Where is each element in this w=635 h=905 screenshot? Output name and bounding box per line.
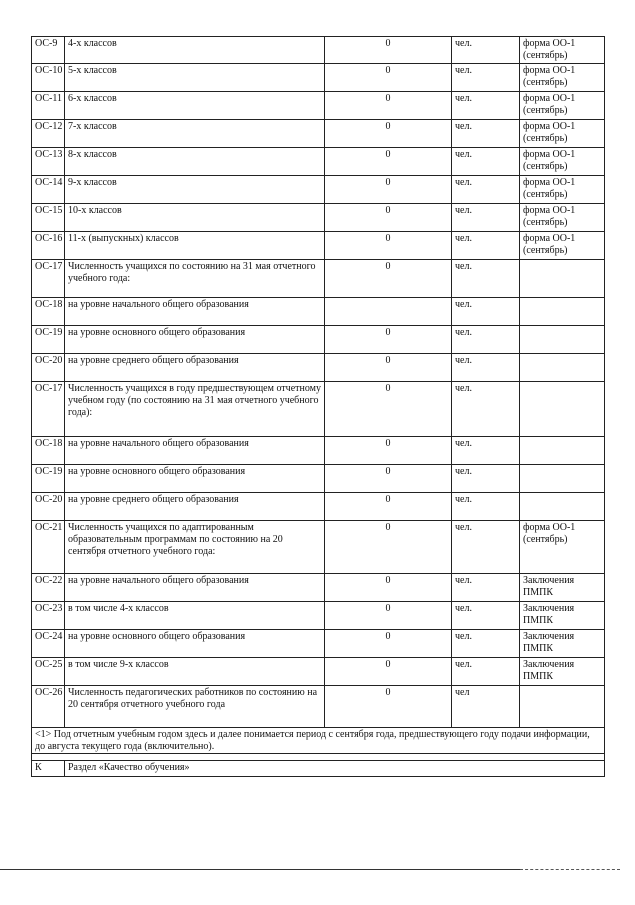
indicator-unit: чел. [452, 574, 520, 602]
indicator-value: 0 [325, 260, 452, 298]
indicator-value: 0 [325, 630, 452, 658]
table-row [32, 658, 605, 686]
indicator-source: Заключения ПМПК [520, 658, 605, 686]
indicator-value: 0 [325, 176, 452, 204]
indicator-unit: чел. [452, 465, 520, 493]
table-row [32, 630, 605, 658]
indicator-unit: чел. [452, 64, 520, 92]
indicator-source: форма ОО-1 (сентябрь) [520, 176, 605, 204]
indicator-unit: чел. [452, 298, 520, 326]
indicator-name: на уровне основного общего образования [65, 465, 325, 493]
indicator-value: 0 [325, 37, 452, 64]
indicator-source [520, 382, 605, 437]
indicator-name: в том числе 4-х классов [65, 602, 325, 630]
indicator-code: ОС-11 [32, 92, 65, 120]
indicator-name: 4-х классов [65, 37, 325, 64]
indicator-name: на уровне начального общего образования [65, 437, 325, 465]
indicator-unit: чел. [452, 92, 520, 120]
indicator-code: ОС-12 [32, 120, 65, 148]
indicators-table-body [32, 37, 605, 728]
indicator-unit: чел. [452, 354, 520, 382]
indicator-name: 7-х классов [65, 120, 325, 148]
indicator-unit: чел. [452, 602, 520, 630]
indicator-name: в том числе 9-х классов [65, 658, 325, 686]
indicator-name: 5-х классов [65, 64, 325, 92]
indicator-code: ОС-26 [32, 686, 65, 728]
indicator-code: ОС-14 [32, 176, 65, 204]
table-row [32, 382, 605, 437]
indicator-value [325, 298, 452, 326]
indicator-unit: чел. [452, 120, 520, 148]
indicator-source: форма ОО-1 (сентябрь) [520, 64, 605, 92]
indicator-value: 0 [325, 64, 452, 92]
indicator-code: ОС-17 [32, 382, 65, 437]
indicator-value: 0 [325, 92, 452, 120]
indicator-code: ОС-16 [32, 232, 65, 260]
indicator-name: на уровне начального общего образования [65, 574, 325, 602]
table-row [32, 37, 605, 64]
indicator-unit: чел [452, 686, 520, 728]
indicator-source [520, 354, 605, 382]
indicator-code: ОС-15 [32, 204, 65, 232]
indicator-code: ОС-20 [32, 493, 65, 521]
indicator-unit: чел. [452, 521, 520, 574]
indicator-source: форма ОО-1 (сентябрь) [520, 92, 605, 120]
indicator-unit: чел. [452, 260, 520, 298]
indicator-code: ОС-19 [32, 465, 65, 493]
indicator-name: 8-х классов [65, 148, 325, 176]
indicator-source: Заключения ПМПК [520, 602, 605, 630]
indicator-value: 0 [325, 493, 452, 521]
indicator-name: на уровне среднего общего образования [65, 354, 325, 382]
table-row [32, 260, 605, 298]
indicator-source [520, 260, 605, 298]
indicator-unit: чел. [452, 148, 520, 176]
indicator-code: ОС-20 [32, 354, 65, 382]
indicator-name: 6-х классов [65, 92, 325, 120]
indicator-code: ОС-19 [32, 326, 65, 354]
indicator-code: ОС-9 [32, 37, 65, 64]
table-row [32, 437, 605, 465]
indicator-value: 0 [325, 120, 452, 148]
indicator-unit: чел. [452, 204, 520, 232]
table-row [32, 574, 605, 602]
indicator-source: форма ОО-1 (сентябрь) [520, 148, 605, 176]
indicator-source [520, 326, 605, 354]
indicator-value: 0 [325, 204, 452, 232]
indicator-source: форма ОО-1 (сентябрь) [520, 204, 605, 232]
indicator-code: ОС-24 [32, 630, 65, 658]
indicator-name: на уровне основного общего образования [65, 326, 325, 354]
indicator-code: ОС-23 [32, 602, 65, 630]
indicator-name: на уровне основного общего образования [65, 630, 325, 658]
table-row [32, 602, 605, 630]
indicator-value: 0 [325, 602, 452, 630]
section-row [32, 761, 605, 777]
indicator-source: форма ОО-1 (сентябрь) [520, 37, 605, 64]
spacer-cell [32, 754, 605, 761]
indicator-name: на уровне среднего общего образования [65, 493, 325, 521]
indicator-unit: чел. [452, 382, 520, 437]
table-row [32, 64, 605, 92]
indicator-name: Численность учащихся в году предшествующем отчетному учебном году (по состоянию на 31 мая отчетного учебного года): [65, 382, 325, 437]
indicator-value: 0 [325, 686, 452, 728]
indicator-name: Численность педагогических работников по состоянию на 20 сентября отчетного учебного года [65, 686, 325, 728]
table-row [32, 176, 605, 204]
indicator-value: 0 [325, 658, 452, 686]
footnote-text: <1> Под отчетным учебным годом здесь и далее понимается период с сентября года, предшествующего году подачи информации, до августа текущего года (включительно). [32, 728, 605, 754]
indicator-code: ОС-13 [32, 148, 65, 176]
indicator-code: ОС-18 [32, 298, 65, 326]
indicator-unit: чел. [452, 37, 520, 64]
table-row [32, 493, 605, 521]
section-title: Раздел «Качество обучения» [65, 761, 605, 777]
indicator-unit: чел. [452, 630, 520, 658]
indicator-unit: чел. [452, 232, 520, 260]
bottom-rule [0, 869, 520, 870]
indicator-source [520, 493, 605, 521]
indicator-unit: чел. [452, 493, 520, 521]
indicator-source: форма ОО-1 (сентябрь) [520, 232, 605, 260]
indicator-code: ОС-10 [32, 64, 65, 92]
indicator-name: 9-х классов [65, 176, 325, 204]
indicator-code: ОС-25 [32, 658, 65, 686]
indicator-unit: чел. [452, 437, 520, 465]
indicator-value: 0 [325, 326, 452, 354]
indicator-name: 11-х (выпускных) классов [65, 232, 325, 260]
section-code: К [32, 761, 65, 777]
indicator-unit: чел. [452, 176, 520, 204]
indicator-source [520, 437, 605, 465]
footnote-row [32, 728, 605, 754]
table-row [32, 232, 605, 260]
indicator-name: 10-х классов [65, 204, 325, 232]
indicators-table [31, 36, 605, 777]
indicator-value: 0 [325, 148, 452, 176]
table-row [32, 92, 605, 120]
table-row [32, 326, 605, 354]
indicator-value: 0 [325, 382, 452, 437]
indicator-value: 0 [325, 521, 452, 574]
indicator-unit: чел. [452, 326, 520, 354]
indicator-unit: чел. [452, 658, 520, 686]
indicator-source: Заключения ПМПК [520, 630, 605, 658]
table-row [32, 521, 605, 574]
table-row [32, 354, 605, 382]
indicator-value: 0 [325, 465, 452, 493]
table-row [32, 204, 605, 232]
indicator-code: ОС-18 [32, 437, 65, 465]
indicator-source: форма ОО-1 (сентябрь) [520, 120, 605, 148]
indicator-name: Численность учащихся по адаптированным образовательным программам по состоянию на 20 сентября отчетного учебного года: [65, 521, 325, 574]
indicator-code: ОС-22 [32, 574, 65, 602]
indicator-source [520, 298, 605, 326]
indicator-source [520, 686, 605, 728]
table-row [32, 465, 605, 493]
indicator-code: ОС-17 [32, 260, 65, 298]
bottom-rule-dashed [520, 869, 620, 870]
indicator-source: Заключения ПМПК [520, 574, 605, 602]
indicator-name: Численность учащихся по состоянию на 31 мая отчетного учебного года: [65, 260, 325, 298]
table-row [32, 686, 605, 728]
indicator-value: 0 [325, 232, 452, 260]
spacer-row [32, 754, 605, 761]
document-page [31, 36, 604, 777]
indicator-value: 0 [325, 354, 452, 382]
indicator-name: на уровне начального общего образования [65, 298, 325, 326]
indicator-value: 0 [325, 437, 452, 465]
indicator-value: 0 [325, 574, 452, 602]
indicator-source [520, 465, 605, 493]
table-row [32, 148, 605, 176]
indicator-code: ОС-21 [32, 521, 65, 574]
indicator-source: форма ОО-1 (сентябрь) [520, 521, 605, 574]
table-row [32, 298, 605, 326]
table-row [32, 120, 605, 148]
